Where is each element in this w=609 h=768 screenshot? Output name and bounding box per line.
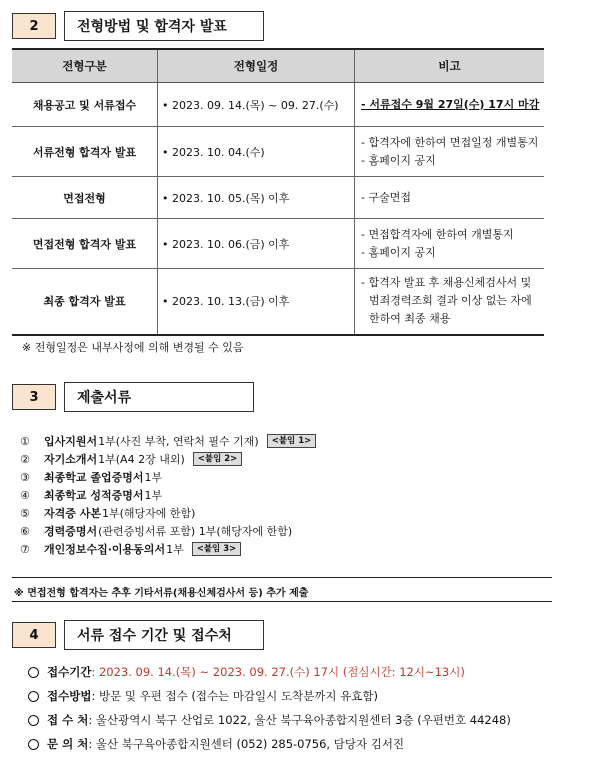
list-item xyxy=(28,732,511,756)
section-3-header xyxy=(12,382,254,412)
row-schedule: • 2023. 09. 14.(목) ~ 09. 27.(수) xyxy=(158,83,355,127)
row-schedule: • 2023. 10. 06.(금) 이후 xyxy=(158,219,355,269)
item-number: ⑦ xyxy=(20,542,30,556)
schedule-table xyxy=(12,48,544,336)
divider xyxy=(12,577,552,578)
table-row xyxy=(12,83,544,127)
item-desc: 1부(사진 부착, 연락처 필수 기재) xyxy=(98,435,259,448)
attachment-badge: <붙임 3> xyxy=(192,542,242,556)
note-line: 범죄경력조회 결과 이상 없는 자에 xyxy=(369,294,532,308)
list-item xyxy=(20,504,316,522)
application-info-list xyxy=(28,660,511,756)
info-value: : 울산광역시 북구 산업로 1022, 울산 북구육아종합지원센터 3층 (우편번호 44248) xyxy=(88,713,511,727)
section-2-title: 전형방법 및 합격자 발표 xyxy=(64,11,264,41)
item-number: ⑤ xyxy=(20,506,30,520)
item-name: 자기소개서 xyxy=(44,453,98,466)
section-2-number: 2 xyxy=(12,13,56,39)
header-schedule: 전형일정 xyxy=(158,49,355,83)
info-label: 접수기간 xyxy=(47,665,92,679)
table-row xyxy=(12,177,544,219)
row-notes xyxy=(355,177,545,219)
list-item xyxy=(20,468,316,486)
additional-docs-note: ※ 면접전형 합격자는 추후 기타서류(채용신체검사서 등) 추가 제출 xyxy=(14,588,309,599)
section-4-number: 4 xyxy=(12,622,56,648)
row-notes xyxy=(355,83,545,127)
list-item xyxy=(28,708,511,732)
note-line: - 면접합격자에 한하여 개별통지 xyxy=(361,227,514,241)
list-item xyxy=(28,660,511,684)
document-list xyxy=(20,432,316,558)
header-category: 전형구분 xyxy=(12,49,158,83)
list-item xyxy=(20,522,316,540)
item-desc: 1부 xyxy=(166,543,184,556)
row-notes xyxy=(355,269,545,335)
item-number: ① xyxy=(20,434,30,448)
item-number: ⑥ xyxy=(20,524,30,538)
row-category: 최종 합격자 발표 xyxy=(12,269,158,335)
section-4-header xyxy=(12,620,264,650)
row-category: 서류전형 합격자 발표 xyxy=(12,127,158,177)
section-3-number: 3 xyxy=(12,384,56,410)
table-row xyxy=(12,219,544,269)
row-notes xyxy=(355,219,545,269)
item-name: 경력증명서 xyxy=(44,525,98,538)
item-desc: 1부(해당자에 한함) xyxy=(101,507,196,520)
circle-bullet-icon xyxy=(28,667,39,678)
item-number: ③ xyxy=(20,470,30,484)
item-name: 최종학교 졸업증명서 xyxy=(44,471,144,484)
item-desc: 1부 xyxy=(144,489,163,502)
item-number: ② xyxy=(20,452,30,466)
divider xyxy=(12,601,552,602)
item-name: 입사지원서 xyxy=(44,435,98,448)
note-line: 한하여 최종 채용 xyxy=(369,312,451,326)
row-schedule: • 2023. 10. 04.(수) xyxy=(158,127,355,177)
row-category: 면접전형 xyxy=(12,177,158,219)
attachment-badge: <붙임 2> xyxy=(193,452,243,466)
item-desc: 1부 xyxy=(144,471,163,484)
table-row xyxy=(12,269,544,335)
circle-bullet-icon xyxy=(28,739,39,750)
list-item xyxy=(20,450,316,468)
section-2-header xyxy=(12,11,264,41)
note-line: - 합격자 발표 후 채용신체검사서 및 xyxy=(361,276,532,290)
info-label: 접수방법 xyxy=(47,689,92,703)
info-value: : 2023. 09. 14.(목) ~ 2023. 09. 27.(수) 17시 (점심시간: 12시~13시) xyxy=(91,665,465,679)
row-category: 면접전형 합격자 발표 xyxy=(12,219,158,269)
note-line: - 홈페이지 공지 xyxy=(361,245,436,259)
row-schedule: • 2023. 10. 05.(목) 이후 xyxy=(158,177,355,219)
schedule-footnote: ※ 전형일정은 내부사정에 의해 변경될 수 있음 xyxy=(22,341,244,354)
item-name: 자격증 사본 xyxy=(44,507,101,520)
section-4-title: 서류 접수 기간 및 접수처 xyxy=(64,620,264,650)
item-name: 개인정보수집·이용동의서 xyxy=(44,543,166,556)
section-3-title: 제출서류 xyxy=(64,382,254,412)
row-schedule: • 2023. 10. 13.(금) 이후 xyxy=(158,269,355,335)
note-line: - 구술면접 xyxy=(361,190,411,204)
info-label: 문 의 처 xyxy=(47,737,89,751)
list-item xyxy=(20,540,316,558)
note-line: - 합격자에 한하여 면접일정 개별통지 xyxy=(361,135,539,149)
table-header-row xyxy=(12,49,544,83)
list-item xyxy=(20,432,316,450)
row-category: 채용공고 및 서류접수 xyxy=(12,83,158,127)
info-value: : 울산 북구육아종합지원센터 (052) 285-0756, 담당자 김서진 xyxy=(88,737,405,751)
info-label: 접 수 처 xyxy=(47,713,89,727)
item-desc: (관련증빙서류 포함) 1부(해당자에 한함) xyxy=(98,525,293,538)
header-notes: 비고 xyxy=(355,49,545,83)
table-row xyxy=(12,127,544,177)
item-name: 최종학교 성적증명서 xyxy=(44,489,144,502)
note-line: - 홈페이지 공지 xyxy=(361,153,436,167)
item-number: ④ xyxy=(20,488,30,502)
circle-bullet-icon xyxy=(28,691,39,702)
list-item xyxy=(28,684,511,708)
row-notes xyxy=(355,127,545,177)
circle-bullet-icon xyxy=(28,715,39,726)
info-value: : 방문 및 우편 접수 (접수는 마감일시 도착분까지 유효함) xyxy=(91,689,378,703)
attachment-badge: <붙임 1> xyxy=(267,434,317,448)
note-line: - 서류접수 9월 27일(수) 17시 마감 xyxy=(361,97,540,111)
item-desc: 1부(A4 2장 내외) xyxy=(98,453,185,466)
list-item xyxy=(20,486,316,504)
